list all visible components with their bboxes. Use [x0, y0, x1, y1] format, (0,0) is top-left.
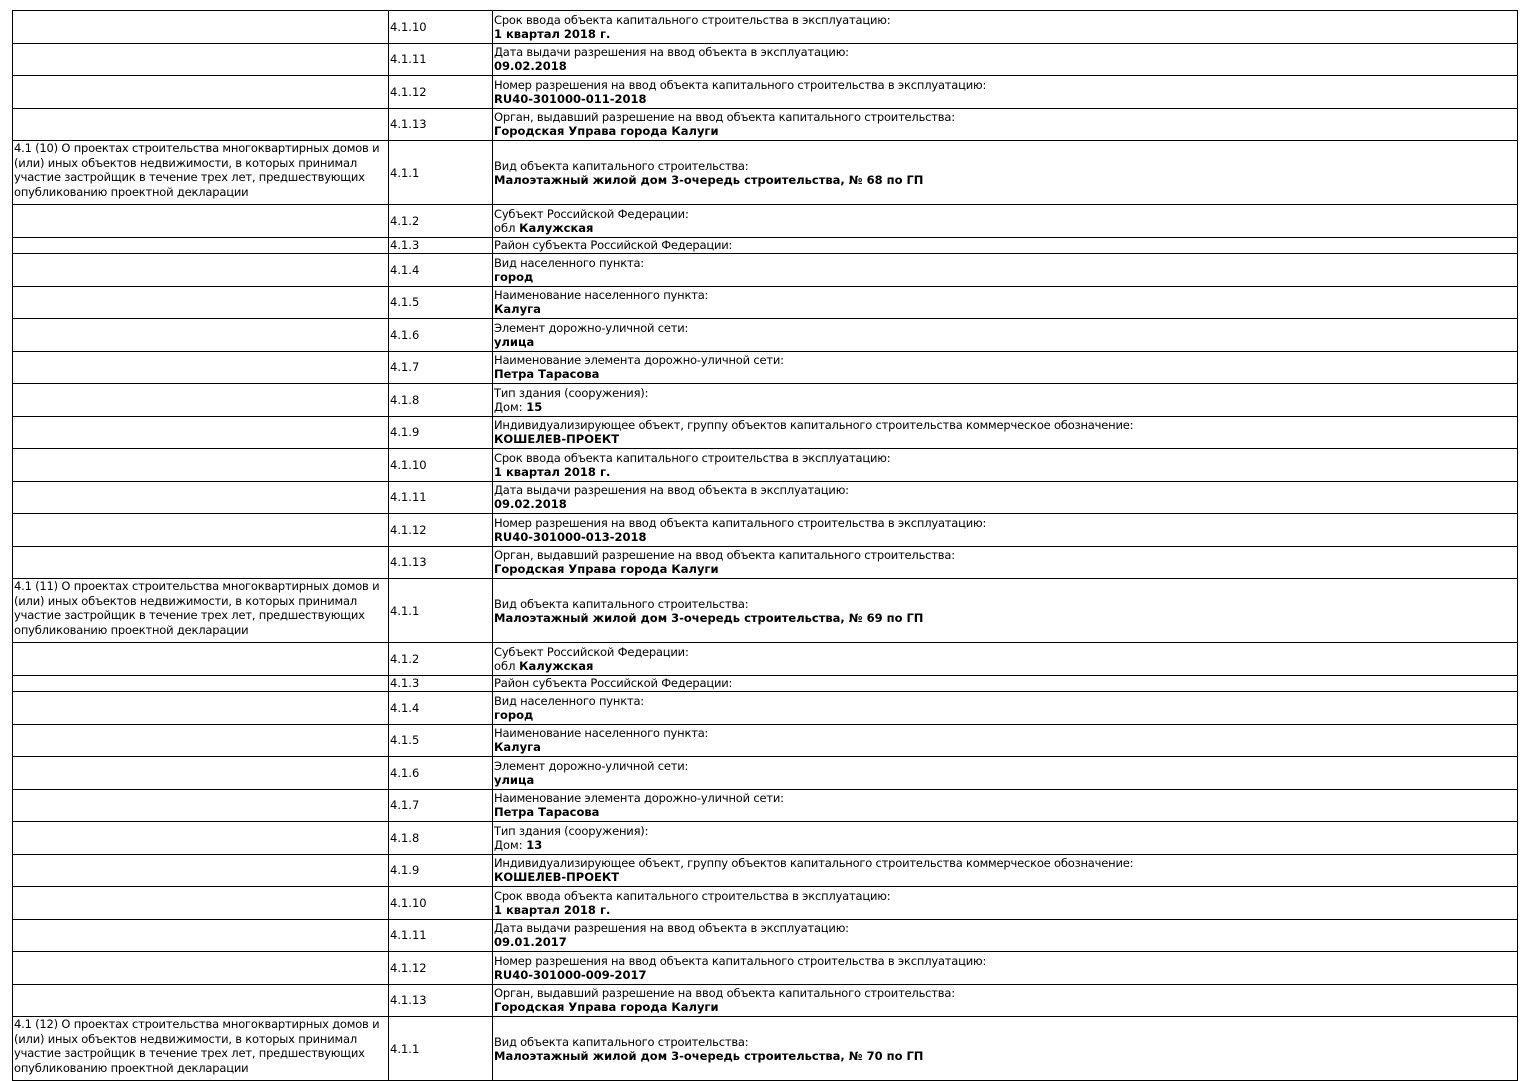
- section-cell: [13, 384, 389, 417]
- item-value-bold: Калуга: [494, 740, 541, 755]
- section-cell: [13, 822, 389, 855]
- item-value-bold: КОШЕЛЕВ-ПРОЕКТ: [494, 870, 620, 885]
- item-value-bold: Городская Управа города Калуги: [494, 1000, 719, 1015]
- item-value-bold: улица: [494, 334, 535, 349]
- item-value-bold: RU40-301000-011-2018: [494, 91, 647, 106]
- table-row: [13, 919, 1518, 952]
- item-label: Район субъекта Российской Федерации:: [494, 238, 733, 253]
- table-row: [13, 789, 1518, 822]
- table-row: [13, 546, 1518, 579]
- item-content: [493, 514, 1518, 547]
- item-code: 4.1.13: [389, 984, 493, 1017]
- item-value-bold: Городская Управа города Калуги: [494, 562, 719, 577]
- item-content: [493, 141, 1518, 205]
- section-cell: [13, 952, 389, 985]
- section-cell: [13, 286, 389, 319]
- item-value-prefix: обл: [494, 220, 520, 235]
- table-row: [13, 319, 1518, 352]
- table-row: [13, 11, 1518, 44]
- section-cell: [13, 789, 389, 822]
- item-code: 4.1.12: [389, 76, 493, 109]
- section-cell: [13, 319, 389, 352]
- table-row: [13, 108, 1518, 141]
- table-row: [13, 822, 1518, 855]
- section-cell: [13, 351, 389, 384]
- section-cell: [13, 514, 389, 547]
- section-cell: [13, 481, 389, 514]
- section-cell: [13, 11, 389, 44]
- item-label: Тип здания (сооружения):: [494, 823, 649, 838]
- item-value-bold: 1 квартал 2018 г.: [494, 26, 611, 41]
- item-label: Субъект Российской Федерации:: [494, 206, 689, 221]
- item-value-bold: Малоэтажный жилой дом 3-очередь строительства, № 68 по ГП: [494, 172, 924, 187]
- item-value: [494, 903, 1516, 917]
- item-content: [493, 384, 1518, 417]
- item-code: 4.1.2: [389, 643, 493, 676]
- item-label: Дата выдачи разрешения на ввод объекта в эксплуатацию:: [494, 921, 849, 936]
- item-label: Наименование населенного пункта:: [494, 288, 709, 303]
- item-label: Номер разрешения на ввод объекта капитального строительства в эксплуатацию:: [494, 515, 987, 530]
- item-content: [493, 237, 1518, 254]
- table-row: [13, 481, 1518, 514]
- item-label: Индивидуализирующее объект, группу объектов капитального строительства коммерческое обозначение:: [494, 856, 1134, 871]
- table-row: [13, 384, 1518, 417]
- item-code: 4.1.1: [389, 141, 493, 205]
- table-row: [13, 43, 1518, 76]
- section-cell: [13, 984, 389, 1017]
- item-value: [494, 302, 1516, 316]
- section-cell: [13, 643, 389, 676]
- item-label: Срок ввода объекта капитального строительства в эксплуатацию:: [494, 450, 891, 465]
- item-content: [493, 854, 1518, 887]
- item-content: [493, 416, 1518, 449]
- table-row: [13, 952, 1518, 985]
- item-code: 4.1.10: [389, 449, 493, 482]
- item-content: [493, 481, 1518, 514]
- item-code: 4.1.7: [389, 351, 493, 384]
- section-cell: [13, 205, 389, 238]
- item-value: [494, 968, 1516, 982]
- item-value: [494, 497, 1516, 511]
- item-code: 4.1.3: [389, 675, 493, 692]
- item-value: [494, 335, 1516, 349]
- table-row: [13, 1017, 1518, 1081]
- item-label: Дата выдачи разрешения на ввод объекта в эксплуатацию:: [494, 45, 849, 60]
- item-code: 4.1.8: [389, 822, 493, 855]
- item-code: 4.1.12: [389, 952, 493, 985]
- section-cell: [13, 76, 389, 109]
- item-content: [493, 205, 1518, 238]
- item-label: Орган, выдавший разрешение на ввод объекта капитального строительства:: [494, 110, 955, 125]
- item-value-bold: 1 квартал 2018 г.: [494, 464, 611, 479]
- item-content: [493, 952, 1518, 985]
- item-code: 4.1.13: [389, 546, 493, 579]
- item-value-bold: Малоэтажный жилой дом 3-очередь строительства, № 70 по ГП: [494, 1048, 924, 1063]
- item-label: Орган, выдавший разрешение на ввод объекта капитального строительства:: [494, 986, 955, 1001]
- section-cell: [13, 449, 389, 482]
- item-value: [494, 1049, 1516, 1063]
- item-content: [493, 1017, 1518, 1081]
- item-value-bold: Калуга: [494, 302, 541, 317]
- section-cell: [13, 108, 389, 141]
- item-label: Срок ввода объекта капитального строительства в эксплуатацию:: [494, 888, 891, 903]
- item-value-bold: Петра Тарасова: [494, 367, 600, 382]
- table-row: [13, 141, 1518, 205]
- item-value-bold: Петра Тарасова: [494, 805, 600, 820]
- section-cell: [13, 724, 389, 757]
- section-cell: [13, 887, 389, 920]
- item-value-bold: город: [494, 269, 534, 284]
- item-value-bold: Малоэтажный жилой дом 3-очередь строительства, № 69 по ГП: [494, 610, 924, 625]
- section-cell: [13, 416, 389, 449]
- item-value: [494, 27, 1516, 41]
- item-content: [493, 919, 1518, 952]
- section-title: 4.1 (10) О проектах строительства многоквартирных домов и (или) иных объектов недвижимости, в которых принимал участие застройщик в течение трех лет, предшествующих опубликованию проектной декларации: [14, 141, 380, 199]
- item-code: 4.1.5: [389, 286, 493, 319]
- section-cell: [13, 692, 389, 725]
- item-value: [494, 562, 1516, 576]
- item-value-bold: 09.01.2017: [494, 935, 567, 950]
- item-label: Орган, выдавший разрешение на ввод объекта капитального строительства:: [494, 548, 955, 563]
- item-content: [493, 319, 1518, 352]
- item-value: [494, 270, 1516, 284]
- item-label: Номер разрешения на ввод объекта капитального строительства в эксплуатацию:: [494, 953, 987, 968]
- item-code: 4.1.8: [389, 384, 493, 417]
- item-value-bold: 15: [526, 399, 543, 414]
- item-value: [494, 611, 1516, 625]
- item-content: [493, 643, 1518, 676]
- item-value-bold: 09.02.2018: [494, 59, 567, 74]
- item-value: [494, 400, 1516, 414]
- item-value: [494, 530, 1516, 544]
- item-value: [494, 92, 1516, 106]
- item-code: 4.1.7: [389, 789, 493, 822]
- item-label: Элемент дорожно-уличной сети:: [494, 320, 689, 335]
- item-label: Тип здания (сооружения):: [494, 385, 649, 400]
- item-value: [494, 740, 1516, 754]
- item-code: 4.1.4: [389, 692, 493, 725]
- item-content: [493, 675, 1518, 692]
- item-label: Вид объекта капитального строительства:: [494, 1034, 749, 1049]
- section-cell: [13, 141, 389, 205]
- section-title: 4.1 (11) О проектах строительства многоквартирных домов и (или) иных объектов недвижимости, в которых принимал участие застройщик в течение трех лет, предшествующих опубликованию проектной декларации: [14, 579, 380, 637]
- table-row: [13, 984, 1518, 1017]
- item-label: Наименование населенного пункта:: [494, 726, 709, 741]
- item-code: 4.1.5: [389, 724, 493, 757]
- section-title: 4.1 (12) О проектах строительства многоквартирных домов и (или) иных объектов недвижимости, в которых принимал участие застройщик в течение трех лет, предшествующих опубликованию проектной декларации: [14, 1017, 380, 1075]
- table-row: [13, 205, 1518, 238]
- item-content: [493, 822, 1518, 855]
- item-label: Вид населенного пункта:: [494, 255, 644, 270]
- item-code: 4.1.11: [389, 481, 493, 514]
- item-label: Вид объекта капитального строительства:: [494, 158, 749, 173]
- table-row: [13, 514, 1518, 547]
- table-row: [13, 854, 1518, 887]
- item-code: 4.1.3: [389, 237, 493, 254]
- item-content: [493, 76, 1518, 109]
- item-value: [494, 1000, 1516, 1014]
- item-content: [493, 579, 1518, 643]
- item-value-bold: улица: [494, 772, 535, 787]
- table-row: [13, 757, 1518, 790]
- table-row: [13, 724, 1518, 757]
- item-content: [493, 724, 1518, 757]
- declaration-table: [12, 10, 1518, 1081]
- item-label: Элемент дорожно-уличной сети:: [494, 758, 689, 773]
- item-value-bold: Калужская: [519, 658, 594, 673]
- item-code: 4.1.6: [389, 319, 493, 352]
- item-label: Район субъекта Российской Федерации:: [494, 676, 733, 691]
- item-value: [494, 870, 1516, 884]
- table-row: [13, 449, 1518, 482]
- section-cell: [13, 919, 389, 952]
- section-cell: [13, 854, 389, 887]
- item-code: 4.1.2: [389, 205, 493, 238]
- item-label: Субъект Российской Федерации:: [494, 644, 689, 659]
- section-cell: [13, 43, 389, 76]
- item-code: 4.1.1: [389, 1017, 493, 1081]
- item-value: [494, 773, 1516, 787]
- item-label: Наименование элемента дорожно-уличной сети:: [494, 791, 784, 806]
- item-value: [494, 173, 1516, 187]
- item-code: 4.1.12: [389, 514, 493, 547]
- item-value: [494, 221, 1516, 235]
- item-content: [493, 789, 1518, 822]
- item-value-bold: RU40-301000-013-2018: [494, 529, 647, 544]
- section-cell: [13, 757, 389, 790]
- item-content: [493, 108, 1518, 141]
- table-row: [13, 254, 1518, 287]
- table-row: [13, 579, 1518, 643]
- item-value: [494, 805, 1516, 819]
- item-content: [493, 984, 1518, 1017]
- item-content: [493, 449, 1518, 482]
- table-row: [13, 237, 1518, 254]
- item-value: [494, 124, 1516, 138]
- item-content: [493, 254, 1518, 287]
- item-value: [494, 935, 1516, 949]
- item-code: 4.1.1: [389, 579, 493, 643]
- item-content: [493, 11, 1518, 44]
- item-value: [494, 708, 1516, 722]
- item-content: [493, 43, 1518, 76]
- section-cell: [13, 579, 389, 643]
- item-code: 4.1.4: [389, 254, 493, 287]
- item-code: 4.1.10: [389, 11, 493, 44]
- item-label: Индивидуализирующее объект, группу объектов капитального строительства коммерческое обозначение:: [494, 418, 1134, 433]
- item-value-bold: город: [494, 707, 534, 722]
- item-value: [494, 838, 1516, 852]
- item-label: Дата выдачи разрешения на ввод объекта в эксплуатацию:: [494, 483, 849, 498]
- item-code: 4.1.9: [389, 416, 493, 449]
- table-row: [13, 351, 1518, 384]
- section-cell: [13, 675, 389, 692]
- item-value-prefix: Дом:: [494, 399, 527, 414]
- table-row: [13, 76, 1518, 109]
- item-value-bold: RU40-301000-009-2017: [494, 967, 647, 982]
- item-value: [494, 432, 1516, 446]
- table-row: [13, 887, 1518, 920]
- item-value-bold: 1 квартал 2018 г.: [494, 902, 611, 917]
- section-cell: [13, 237, 389, 254]
- item-code: 4.1.13: [389, 108, 493, 141]
- item-value-prefix: обл: [494, 658, 520, 673]
- item-value: [494, 59, 1516, 73]
- table-row: [13, 675, 1518, 692]
- item-label: Вид населенного пункта:: [494, 693, 644, 708]
- item-label: Вид объекта капитального строительства:: [494, 596, 749, 611]
- item-content: [493, 546, 1518, 579]
- item-content: [493, 757, 1518, 790]
- item-value-bold: КОШЕЛЕВ-ПРОЕКТ: [494, 432, 620, 447]
- item-value-prefix: Дом:: [494, 837, 527, 852]
- item-code: 4.1.11: [389, 43, 493, 76]
- item-content: [493, 692, 1518, 725]
- section-cell: [13, 1017, 389, 1081]
- item-value-bold: Городская Управа города Калуги: [494, 124, 719, 139]
- item-value: [494, 465, 1516, 479]
- table-row: [13, 416, 1518, 449]
- section-cell: [13, 546, 389, 579]
- item-value: [494, 367, 1516, 381]
- section-cell: [13, 254, 389, 287]
- item-content: [493, 286, 1518, 319]
- item-content: [493, 351, 1518, 384]
- item-code: 4.1.10: [389, 887, 493, 920]
- item-value-bold: Калужская: [519, 220, 594, 235]
- table-row: [13, 692, 1518, 725]
- table-row: [13, 643, 1518, 676]
- item-code: 4.1.6: [389, 757, 493, 790]
- table-row: [13, 286, 1518, 319]
- item-value-bold: 13: [526, 837, 543, 852]
- item-value: [494, 659, 1516, 673]
- item-content: [493, 887, 1518, 920]
- item-label: Срок ввода объекта капитального строительства в эксплуатацию:: [494, 12, 891, 27]
- item-label: Номер разрешения на ввод объекта капитального строительства в эксплуатацию:: [494, 77, 987, 92]
- item-code: 4.1.11: [389, 919, 493, 952]
- item-label: Наименование элемента дорожно-уличной сети:: [494, 353, 784, 368]
- item-code: 4.1.9: [389, 854, 493, 887]
- item-value-bold: 09.02.2018: [494, 497, 567, 512]
